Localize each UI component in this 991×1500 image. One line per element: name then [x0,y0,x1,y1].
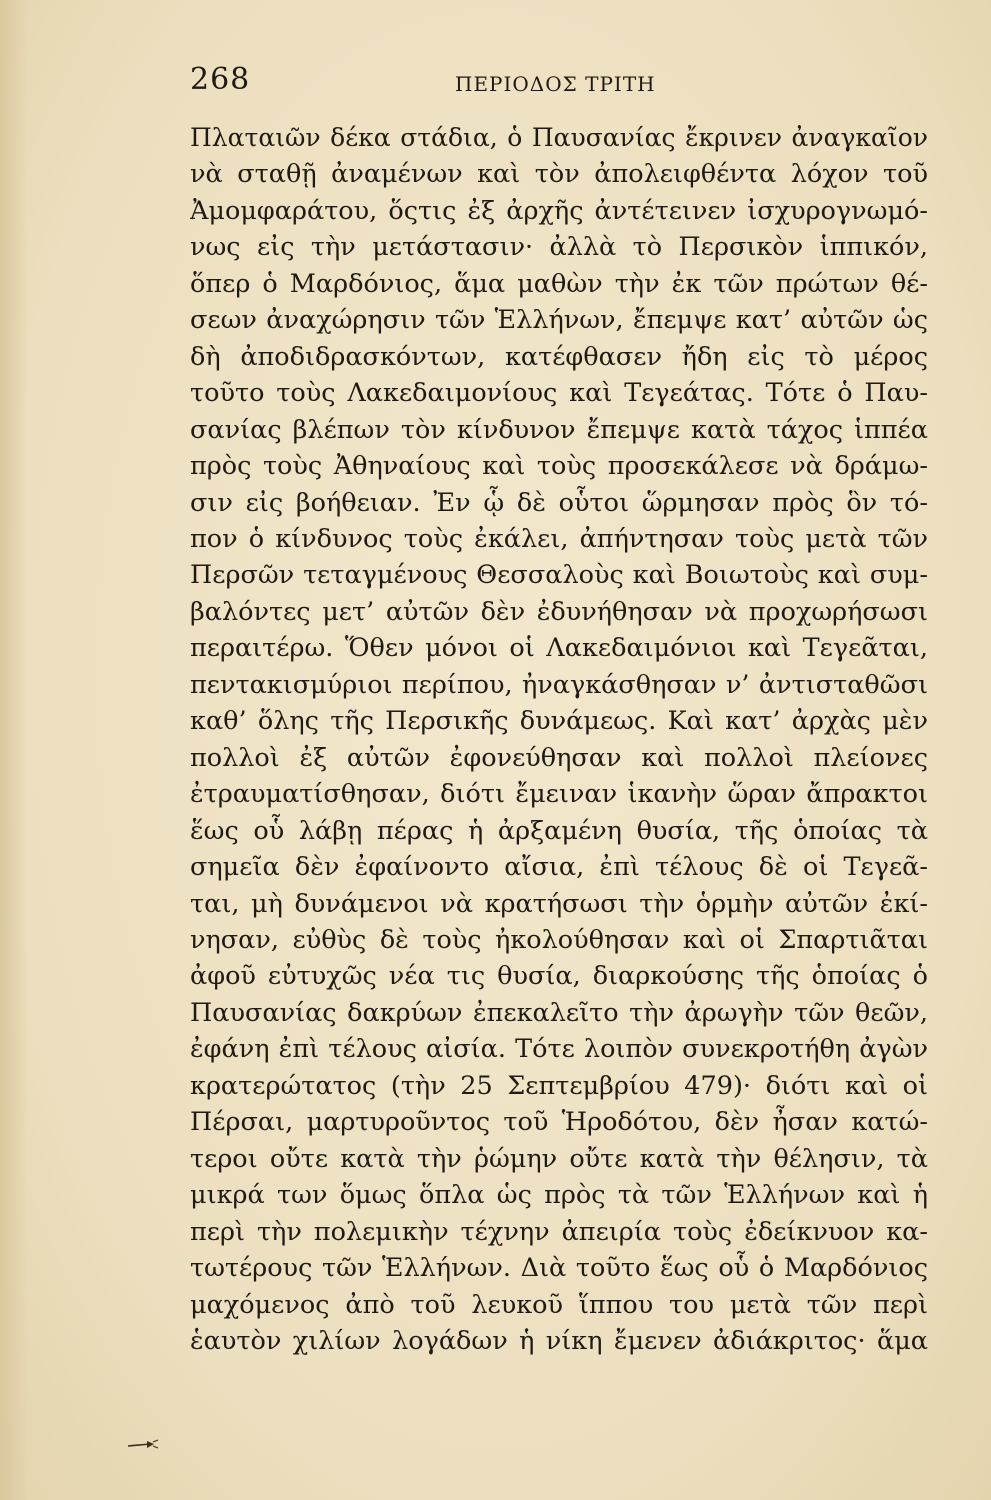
text-line: Πέρσαι, μαρτυροῦντος τοῦ Ἡροδότου, δὲν ἦσαν κατώ- [190,1107,928,1138]
text-line: νὰ σταθῇ ἀναμένων καὶ τὸν ἀπολειφθέντα λόχον τοῦ [190,159,928,190]
ink-mark-icon [127,1437,161,1451]
text-line: ἐφάνη ἐπὶ τέλους αἰσία. Τότε λοιπὸν συνεκροτήθη ἀγὼν [190,1034,928,1065]
text-line: πον ὁ κίνδυνος τοὺς ἐκάλει, ἀπήντησαν τοὺς μετὰ τῶν [190,523,928,554]
text-line: ἐτραυματίσθησαν, διότι ἔμειναν ἱκανὴν ὥραν ἄπρακτοι [190,779,928,810]
page-header [190,62,910,106]
text-line: ται, μὴ δυνάμενοι νὰ κρατήσωσι τὴν ὁρμὴν αὐτῶν ἐκί- [190,888,928,919]
text-line: ἑαυτὸν χιλίων λογάδων ἡ νίκη ἔμενεν ἀδιάκριτος· ἅμα [190,1325,928,1356]
text-line: σιν εἰς βοήθειαν. Ἐν ᾧ δὲ οὗτοι ὥρμησαν πρὸς ὃν τό- [190,487,928,518]
text-line: πεντακισμύριοι περίπου, ἠναγκάσθησαν ν’ ἀντισταθῶσι [190,669,928,700]
text-line: Παυσανίας δακρύων ἐπεκαλεῖτο τὴν ἀρωγὴν τῶν θεῶν, [190,997,928,1028]
running-head: ΠΕΡΙΟΔΟΣ ΤΡΙΤΗ [455,72,656,96]
text-line: πρὸς τοὺς Ἀθηναίους καὶ τοὺς προσεκάλεσε νὰ δράμω- [190,451,928,482]
text-line: σεων ἀναχώρησιν τῶν Ἑλλήνων, ἔπεμψε κατ’ αὐτῶν ὡς [190,305,928,336]
text-line: Περσῶν τεταγμένους Θεσσαλοὺς καὶ Βοιωτοὺς καὶ συμ- [190,560,928,591]
text-line: καθ’ ὅλης τῆς Περσικῆς δυνάμεως. Καὶ κατ’ ἀρχὰς μὲν [190,706,928,737]
text-line: ἀφοῦ εὐτυχῶς νέα τις θυσία, διαρκούσης τῆς ὁποίας ὁ [190,961,928,992]
text-line: τεροι οὔτε κατὰ τὴν ῥώμην οὔτε κατὰ τὴν θέλησιν, τὰ [190,1143,928,1174]
text-line: κρατερώτατος (τὴν 25 Σεπτεμβρίου 479)· διότι καὶ οἱ [190,1070,928,1101]
text-line: περαιτέρω. Ὅθεν μόνοι οἱ Λακεδαιμόνιοι καὶ Τεγεᾶται, [190,633,928,664]
text-line: σημεῖα δὲν ἐφαίνοντο αἴσια, ἐπὶ τέλους δὲ οἱ Τεγεᾶ- [190,852,928,883]
page-fold-shadow [0,0,28,1500]
body-text [190,120,928,1359]
text-line: μικρά των ὅμως ὅπλα ὡς πρὸς τὰ τῶν Ἑλλήνων καὶ ἡ [190,1180,928,1211]
text-line: περὶ τὴν πολεμικὴν τέχνην ἀπειρία τοὺς ἐδείκνυον κα- [190,1216,928,1247]
text-line: Ἀμομφαράτου, ὅςτις ἐξ ἀρχῆς ἀντέτεινεν ἰσχυρογνωμό- [190,195,928,226]
text-line: νως εἰς τὴν μετάστασιν· ἀλλὰ τὸ Περσικὸν ἱππικόν, [190,232,928,263]
text-line: δὴ ἀποδιδρασκόντων, κατέφθασεν ἤδη εἰς τὸ μέρος [190,341,928,372]
text-line: νησαν, εὐθὺς δὲ τοὺς ἠκολούθησαν καὶ οἱ Σπαρτιᾶται [190,924,928,955]
text-line: σανίας βλέπων τὸν κίνδυνον ἔπεμψε κατὰ τάχος ἱππέα [190,414,928,445]
page-number: 268 [190,62,251,97]
text-line: πολλοὶ ἐξ αὐτῶν ἐφονεύθησαν καὶ πολλοὶ πλείονες [190,742,928,773]
text-line: ἕως οὗ λάβῃ πέρας ἡ ἀρξαμένη θυσία, τῆς ὁποίας τὰ [190,815,928,846]
text-line: Πλαταιῶν δέκα στάδια, ὁ Παυσανίας ἔκρινεν ἀναγκαῖον [190,123,928,152]
text-line: ὅπερ ὁ Μαρδόνιος, ἅμα μαθὼν τὴν ἐκ τῶν πρώτων θέ- [190,268,928,299]
text-line: τοῦτο τοὺς Λακεδαιμονίους καὶ Τεγεάτας. Τότε ὁ Παυ- [190,378,928,409]
text-line: τωτέρους τῶν Ἑλλήνων. Διὰ τοῦτο ἕως οὗ ὁ Μαρδόνιος [190,1253,928,1284]
text-line: μαχόμενος ἀπὸ τοῦ λευκοῦ ἵππου του μετὰ τῶν περὶ [190,1289,928,1320]
text-line: βαλόντες μετ’ αὐτῶν δὲν ἐδυνήθησαν νὰ προχωρήσωσι [190,596,928,627]
